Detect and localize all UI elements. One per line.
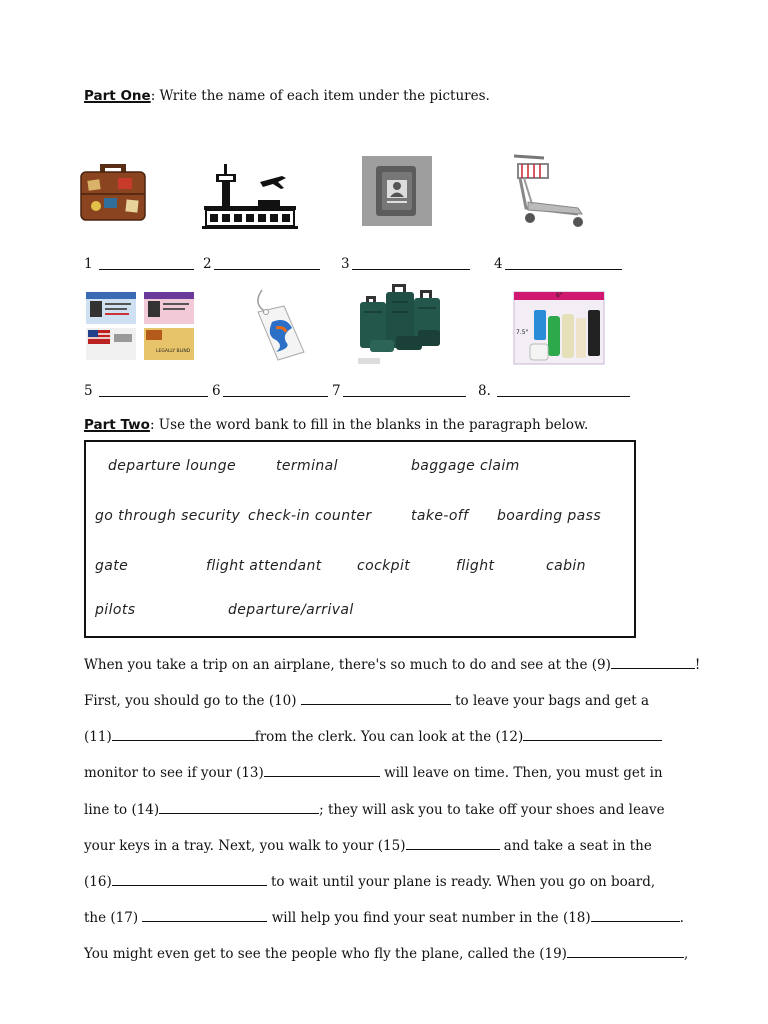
word-baggage-claim: baggage claim: [411, 458, 520, 474]
paragraph-line-7: (16) to wait until your plane is ready. When you go on board,: [84, 874, 656, 890]
item-4-label: 4: [494, 256, 622, 272]
paragraph-line-2: First, you should go to the (10) to leave your bags and get a: [84, 693, 650, 709]
answer-line-1[interactable]: [99, 269, 194, 270]
word-cabin: cabin: [546, 558, 586, 574]
answer-line-5[interactable]: [99, 396, 208, 397]
answer-line-6[interactable]: [223, 396, 328, 397]
blank-19[interactable]: [567, 946, 684, 958]
paragraph-line-8: the (17) will help you find your seat number in the (18) .: [84, 910, 684, 926]
word-cockpit: cockpit: [357, 558, 411, 574]
word-departure-arrival: departure/arrival: [228, 602, 354, 618]
word-gate: gate: [95, 558, 129, 574]
paragraph-line-9: You might even get to see the people who fly the plane, called the (19) ,: [84, 946, 689, 962]
word-departure-lounge: departure lounge: [108, 458, 237, 474]
part-two-heading: [84, 417, 588, 433]
blank-12[interactable]: [523, 729, 662, 741]
blank-13[interactable]: [264, 765, 380, 777]
paragraph-line-1: When you take a trip on an airplane, there's so much to do and see at the (9) !: [84, 657, 701, 673]
luggage-cart-image: [508, 150, 592, 230]
word-pilots: pilots: [95, 602, 136, 618]
ruler-side-label: 7.5": [516, 329, 529, 336]
blank-18[interactable]: [591, 910, 680, 922]
blank-17[interactable]: [142, 910, 267, 922]
blank-15[interactable]: [406, 838, 500, 850]
part-one-label: Part One: [84, 88, 151, 104]
legally-blind-text: LEGALLY BLIND: [156, 349, 191, 354]
blank-9[interactable]: [611, 657, 695, 669]
item-5-label: 5: [84, 383, 208, 399]
paragraph-line-3: (11) from the clerk. You can look at the (12): [84, 729, 662, 745]
part-one-heading: [84, 88, 490, 104]
paragraph-line-5: line to (14) ; they will ask you to take off your shoes and leave: [84, 802, 665, 818]
item-8-label: 8.: [478, 383, 630, 399]
blank-10[interactable]: [301, 693, 451, 705]
luggage-set-image: [356, 282, 448, 366]
word-check-in-counter: check-in counter: [248, 508, 372, 524]
part-two-instructions: : Use the word bank to fill in the blanks in the paragraph below.: [149, 417, 589, 433]
passport-image: [362, 156, 432, 226]
answer-line-3[interactable]: [352, 269, 470, 270]
paragraph-line-6: your keys in a tray. Next, you walk to your (15) and take a seat in the: [84, 838, 652, 854]
suitcase-image: [78, 154, 148, 224]
item-6-label: 6: [212, 383, 328, 399]
answer-line-4[interactable]: [505, 269, 622, 270]
part-two-label: Part Two: [84, 417, 150, 433]
blank-14[interactable]: [159, 802, 319, 814]
word-take-off: take-off: [411, 508, 469, 524]
item-2-label: 2: [203, 256, 320, 272]
blank-16[interactable]: [112, 874, 267, 886]
luggage-tag-image: [250, 288, 308, 362]
item-1-label: 1: [84, 256, 194, 272]
item-7-label: 7: [332, 383, 466, 399]
word-go-through-security: go through security: [95, 508, 241, 524]
word-terminal: terminal: [276, 458, 338, 474]
toiletries-bag-image: [512, 290, 606, 366]
word-flight-attendant: flight attendant: [206, 558, 322, 574]
word-flight: flight: [456, 558, 495, 574]
word-bank: [84, 440, 636, 638]
item-3-label: 3: [341, 256, 470, 272]
answer-line-2[interactable]: [214, 269, 320, 270]
answer-line-7[interactable]: [343, 396, 466, 397]
airport-terminal-image: [200, 160, 302, 232]
paragraph-line-4: monitor to see if your (13) will leave on time. Then, you must get in: [84, 765, 663, 781]
part-one-instructions: : Write the name of each item under the pictures.: [150, 88, 490, 104]
word-boarding-pass: boarding pass: [497, 508, 602, 524]
answer-line-8[interactable]: [497, 396, 630, 397]
id-cards-image: [84, 290, 196, 362]
blank-11[interactable]: [112, 729, 255, 741]
ruler-top-label: 6": [556, 292, 563, 299]
